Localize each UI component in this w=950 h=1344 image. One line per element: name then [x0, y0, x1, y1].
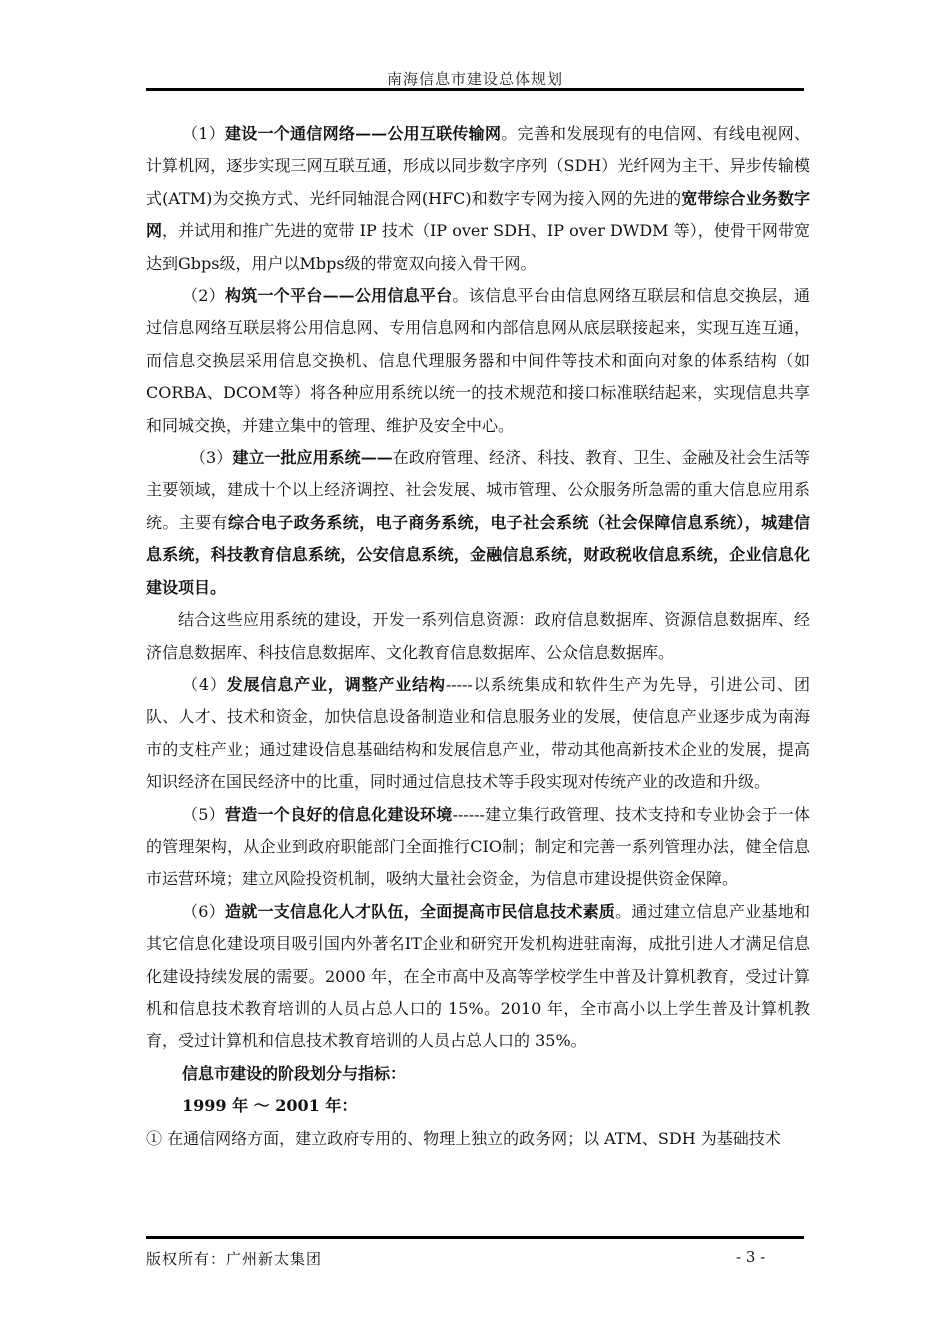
paragraph-4	[146, 604, 810, 669]
paragraph-2	[146, 280, 810, 442]
paragraph-1	[146, 118, 810, 280]
paragraph-heading: 造就一支信息化人才队伍，全面提高市民信息技术素质	[224, 901, 616, 921]
paragraph-text: 。完善和发展现有的电信网、有线电视网、计算机网，逐步实现三网互联互通，形成以同步数字序列（SDH）光纤网为主干、异步传输模式(ATM)为交换方式、光纤同轴混合网(HFC)和数字专网为接入网的先进的	[146, 124, 810, 208]
paragraph-text: 。该信息平台由信息网络互联层和信息交换层，通过信息网络互联层将公用信息网、专用信息网和内部信息网从底层联接起来，实现互连互通，而信息交换层采用信息交换机、信息代理服务器和中间件等技术和面向对象的体系结构（如CORBA、DCOM等）将各种应用系统以统一的技术规范和接口标准联结起来，实现信息共享和同城交换，并建立集中的管理、维护及安全中心。	[146, 286, 810, 435]
section-heading-text: 信息市建设的阶段划分与指标：	[182, 1063, 407, 1083]
page-header-title: 南海信息市建设总体规划	[386, 70, 563, 88]
phase-heading-text: 1999 年 ～ 2001 年：	[182, 1096, 358, 1116]
header-rule	[146, 88, 804, 91]
footer-rule	[146, 1236, 804, 1239]
paragraph-3	[146, 442, 810, 604]
paragraph-lead: （6）	[182, 901, 225, 921]
phase-heading	[146, 1090, 810, 1122]
emphasis-text: 综合电子政务系统，电子商务系统，电子社会系统（社会保障信息系统），城建信息系统，科技教育信息系统，公安信息系统，金融信息系统，财政税收信息系统，企业信息化建设项目。	[146, 512, 810, 597]
list-item-text: ① 在通信网络方面，建立政府专用的、物理上独立的政务网；以 ATM、SDH 为基础技术	[146, 1128, 781, 1148]
paragraph-lead: （2）	[182, 286, 225, 306]
list-item	[146, 1123, 810, 1155]
paragraph-heading: 营造一个良好的信息化建设环境	[224, 804, 453, 824]
paragraph-text: 。通过建立信息产业基地和其它信息化建设项目吸引国内外著名IT企业和研究开发机构进驻南海，成批引进人才满足信息化建设持续发展的需要。2000 年，在全市高中及高等学校学生中普及计算机教育，受过计算机和信息技术教育培训的人员占总人口的 15%。2010 年，全市高小以上学生普及计算机教育，受过计算机和信息技术教育培训的人员占总人口的 35%。	[146, 901, 810, 1051]
paragraph-heading: 构筑一个平台——公用信息平台	[224, 286, 453, 306]
paragraph-heading: 发展信息产业，调整产业结构	[226, 674, 446, 694]
paragraph-text: -----以系统集成和软件生产为先导，引进公司、团队、人才、技术和资金，加快信息设备制造业和信息服务业的发展，使信息产业逐步成为南海市的支柱产业；通过建设信息基础结构和发展信息产业，带动其他高新技术企业的发展，提高知识经济在国民经济中的比重，同时通过信息技术等手段实现对传统产业的改造和升级。	[146, 674, 810, 792]
paragraph-heading: 建设一个通信网络——公用互联传输网	[224, 124, 502, 143]
paragraph-text: ------建立集行政管理、技术支持和专业协会于一体的管理架构，从企业到政府职能部门全面推行CIO制；制定和完善一系列管理办法，健全信息市运营环境；建立风险投资机制，吸纳大量社会资金，为信息市建设提供资金保障。	[146, 804, 810, 889]
footer-page-number: - 3 -	[736, 1248, 766, 1266]
paragraph-5	[146, 669, 810, 799]
paragraph-7	[146, 896, 810, 1058]
paragraph-lead: （1）	[182, 124, 225, 143]
paragraph-text: 结合这些应用系统的建设，开发一系列信息资源：政府信息数据库、资源信息数据库、经济信息数据库、科技信息数据库、文化教育信息数据库、公众信息数据库。	[146, 610, 810, 662]
paragraph-heading: 建立一批应用系统——	[232, 448, 393, 468]
paragraph-lead: （4）	[182, 674, 227, 694]
footer-copyright: 版权所有：广州新太集团	[146, 1250, 323, 1268]
section-heading	[146, 1058, 810, 1090]
document-body	[146, 118, 810, 1155]
paragraph-lead: （5）	[182, 804, 225, 824]
emphasis-text: 宽带综合业务数字网	[146, 188, 810, 241]
paragraph-6	[146, 799, 810, 896]
paragraph-text: ，并试用和推广先进的宽带 IP 技术（IP over SDH、IP over DWDM 等），使骨干网带宽达到Gbps级，用户以Mbps级的带宽双向接入骨干网。	[146, 221, 810, 273]
paragraph-text: 在政府管理、经济、科技、教育、卫生、金融及社会生活等主要领域，建成十个以上经济调控、社会发展、城市管理、公众服务所急需的重大信息应用系统。主要有	[146, 448, 810, 532]
paragraph-lead: （3）	[190, 448, 233, 468]
